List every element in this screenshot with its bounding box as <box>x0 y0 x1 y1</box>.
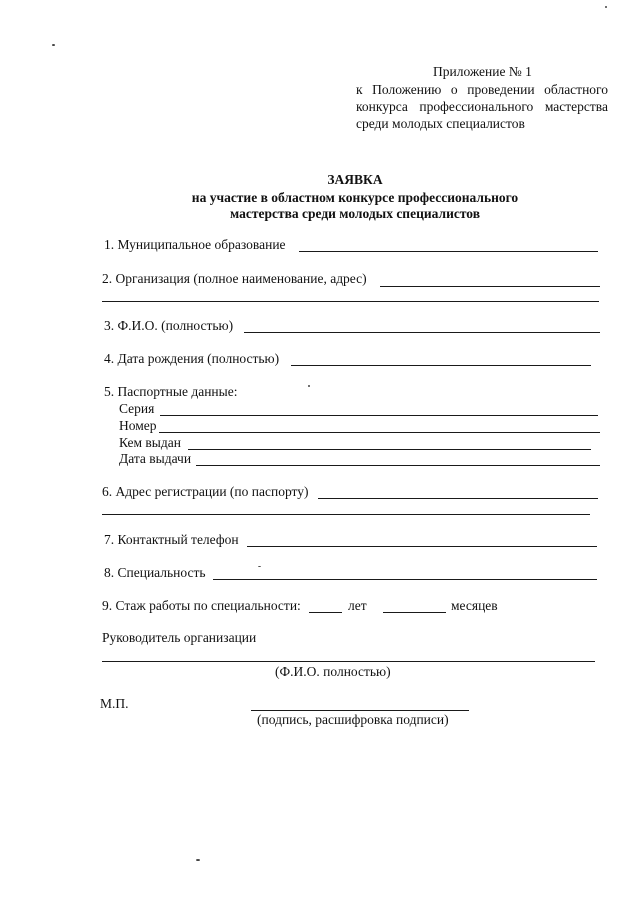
field-registration-line-2[interactable] <box>102 514 590 515</box>
field-experience-label: 9. Стаж работы по специальности: <box>102 598 301 613</box>
field-passport-series-line[interactable] <box>160 415 598 416</box>
field-organization-line-2[interactable] <box>102 301 599 302</box>
field-passport-label: 5. Паспортные данные: <box>104 384 238 399</box>
scan-speck <box>52 44 55 46</box>
field-passport-number-line[interactable] <box>159 432 600 433</box>
field-passport-issuedate-label: Дата выдачи <box>119 451 192 466</box>
appendix-line-1: к Положению о проведении областного <box>356 82 608 97</box>
field-experience-months-line[interactable] <box>383 612 446 613</box>
form-title: ЗАЯВКА <box>327 172 383 187</box>
scan-speck <box>308 385 310 387</box>
appendix-line-2: конкурса профессионального мастерства <box>356 99 608 114</box>
field-passport-number-label: Номер <box>119 418 157 433</box>
field-registration-line-1[interactable] <box>318 498 598 499</box>
appendix-line-3: среди молодых специалистов <box>356 116 525 131</box>
field-birthdate-label: 4. Дата рождения (полностью) <box>104 351 280 366</box>
scan-speck <box>258 566 261 567</box>
field-passport-issuedate-line[interactable] <box>196 465 600 466</box>
field-fullname-label: 3. Ф.И.О. (полностью) <box>104 318 234 333</box>
field-fullname-line[interactable] <box>244 332 600 333</box>
field-passport-issuedby-line[interactable] <box>188 449 591 450</box>
field-municipality-line[interactable] <box>299 251 598 252</box>
form-subtitle-1: на участие в областном конкурсе профессионального <box>191 190 519 205</box>
field-organization-line-1[interactable] <box>380 286 600 287</box>
head-name-caption: (Ф.И.О. полностью) <box>275 664 391 679</box>
head-of-organization-label: Руководитель организации <box>102 630 257 645</box>
field-municipality-label: 1. Муниципальное образование <box>104 237 286 252</box>
signature-caption: (подпись, расшифровка подписи) <box>257 712 449 727</box>
appendix-title: Приложение № 1 <box>433 64 532 79</box>
field-passport-issuedby-label: Кем выдан <box>119 435 181 450</box>
stamp-label: М.П. <box>100 696 129 711</box>
field-specialty-label: 8. Специальность <box>104 565 206 580</box>
field-registration-label: 6. Адрес регистрации (по паспорту) <box>102 484 309 499</box>
field-passport-series-label: Серия <box>119 401 155 416</box>
head-name-line[interactable] <box>102 661 595 662</box>
scan-speck <box>196 859 200 861</box>
field-experience-years-label: лет <box>348 598 367 613</box>
field-phone-label: 7. Контактный телефон <box>104 532 239 547</box>
signature-line[interactable] <box>251 710 469 711</box>
field-specialty-line[interactable] <box>213 579 597 580</box>
field-phone-line[interactable] <box>247 546 597 547</box>
field-experience-years-line[interactable] <box>309 612 342 613</box>
scan-speck <box>605 6 607 8</box>
field-experience-months-label: месяцев <box>451 598 498 613</box>
field-birthdate-line[interactable] <box>291 365 591 366</box>
form-subtitle-2: мастерства среди молодых специалистов <box>229 206 481 221</box>
field-organization-label: 2. Организация (полное наименование, адрес) <box>102 271 367 286</box>
